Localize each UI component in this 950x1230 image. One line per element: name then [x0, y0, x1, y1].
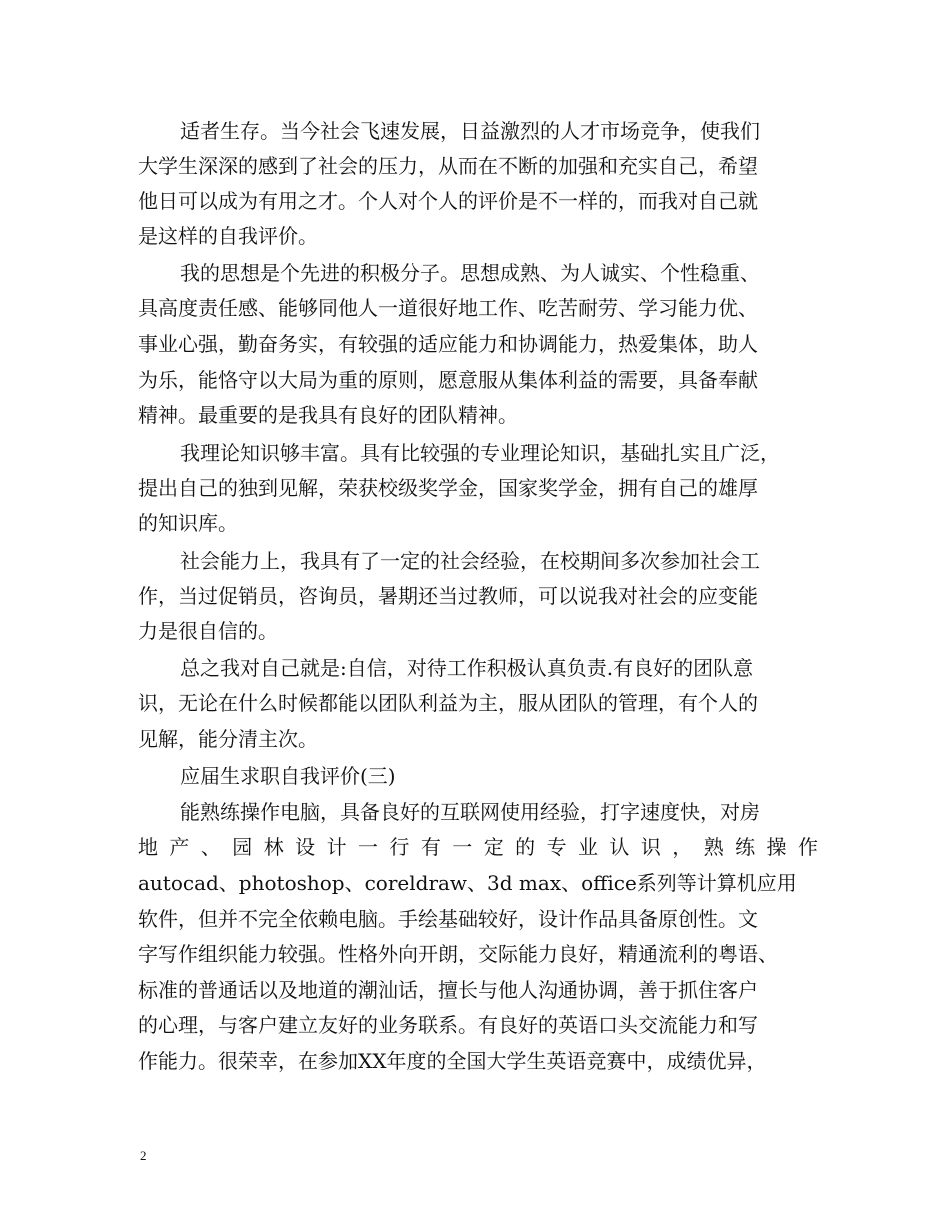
text-line: 标准的普通话以及地道的潮汕话，擅长与他人沟通协调，善于抓住客户 [138, 978, 758, 1002]
text-line: 适者生存。当今社会飞速发展，日益激烈的人才市场竞争，使我们 [180, 119, 760, 143]
text-line: 事业心强，勤奋务实，有较强的适应能力和协调能力，热爱集体，助人 [138, 332, 758, 356]
text-line: 地 产 、 园 林 设 计 一 行 有 一 定 的 专 业 认 识 ， 熟 练 操 作 [138, 835, 818, 859]
text-line: 提出自己的独到见解，荣获校级奖学金，国家奖学金，拥有自己的雄厚 [138, 476, 758, 500]
text-line: 精神。最重要的是我具有良好的团队精神。 [138, 403, 518, 427]
text-line: 我的思想是个先进的积极分子。思想成熟、为人诚实、个性稳重、 [180, 261, 760, 285]
text-line: 字写作组织能力较强。性格外向开朗，交际能力良好，精通流利的粤语、 [138, 942, 778, 966]
text-line: 的知识库。 [138, 511, 238, 535]
text-line: 识，无论在什么时候都能以团队利益为主，服从团队的管理，有个人的 [138, 691, 758, 715]
text-line: 的心理，与客户建立友好的业务联系。有良好的英语口头交流能力和写 [138, 1013, 758, 1037]
text-line: 作，当过促销员，咨询员，暑期还当过教师，可以说我对社会的应变能 [138, 584, 758, 608]
text-line: 社会能力上，我具有了一定的社会经验，在校期间多次参加社会工 [180, 549, 760, 573]
page-number: 2 [140, 1148, 147, 1163]
text-line: 具高度责任感、能够同他人一道很好地工作、吃苦耐劳、学习能力优、 [138, 296, 758, 320]
text-line: 软件，但并不完全依赖电脑。手绘基础较好，设计作品具备原创性。文 [138, 907, 758, 931]
text-line: 作能力。很荣幸，在参加XX年度的全国大学生英语竞赛中，成绩优异， [138, 1049, 767, 1073]
text-line: 力是很自信的。 [138, 619, 278, 643]
text-line: autocad、photoshop、coreldraw、3d max、office系列等计算机应用 [138, 871, 797, 895]
text-line: 我理论知识够丰富。具有比较强的专业理论知识，基础扎实且广泛， [180, 441, 780, 465]
text-line: 见解，能分清主次。 [138, 727, 318, 751]
section-heading: 应届生求职自我评价(三) [180, 764, 396, 788]
text-line: 大学生深深的感到了社会的压力，从而在不断的加强和充实自己，希望 [138, 154, 758, 178]
text-line: 总之我对自己就是:自信，对待工作积极认真负责.有良好的团队意 [180, 656, 754, 680]
text-line: 是这样的自我评价。 [138, 224, 318, 248]
text-line: 为乐，能恪守以大局为重的原则，愿意服从集体利益的需要，具备奉献 [138, 368, 758, 392]
text-line: 他日可以成为有用之才。个人对个人的评价是不一样的，而我对自己就 [138, 189, 758, 213]
text-line: 能熟练操作电脑，具备良好的互联网使用经验，打字速度快，对房 [180, 800, 760, 824]
